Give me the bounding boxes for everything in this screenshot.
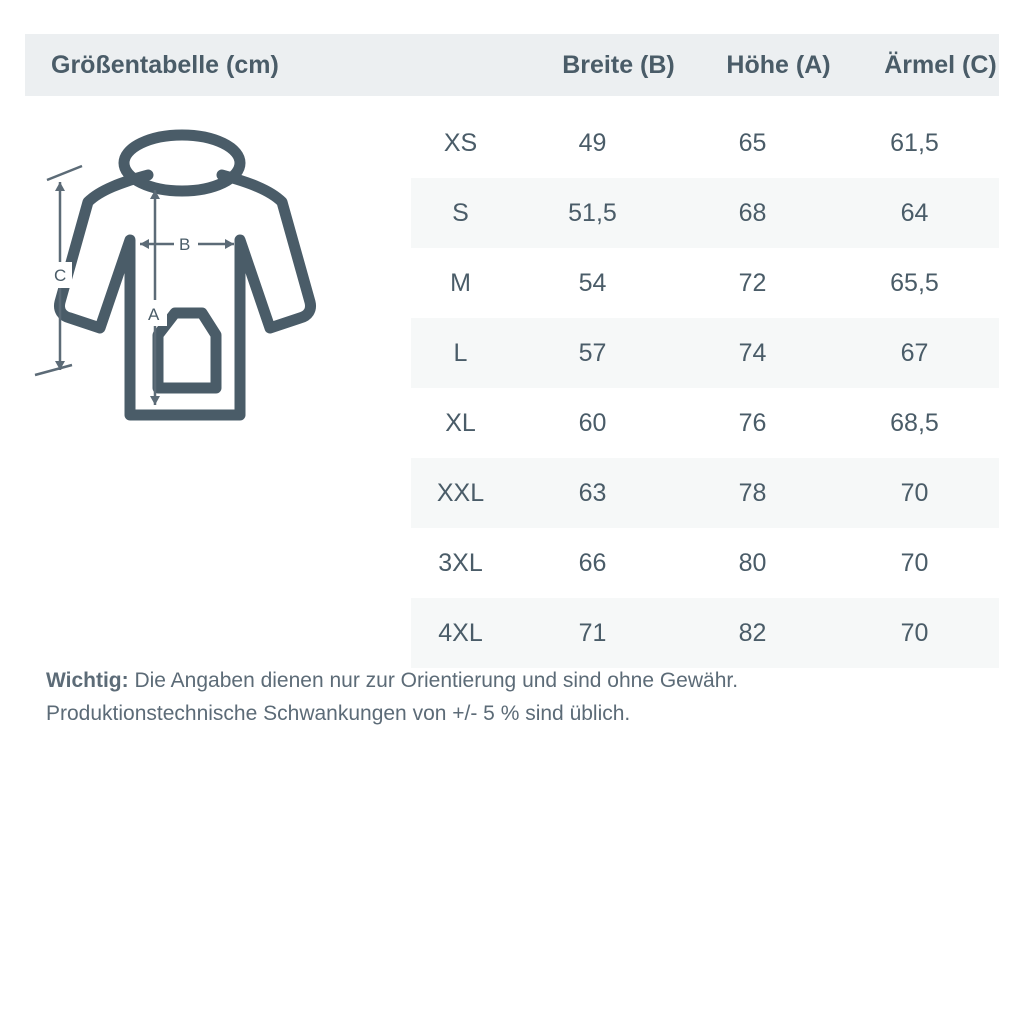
measure-label-b: B: [179, 235, 191, 254]
table-row: [411, 318, 999, 388]
cell-size: XXL: [436, 478, 485, 507]
header-columns: [536, 51, 1024, 80]
disclaimer-line1: Die Angaben dienen nur zur Orientierung und sind ohne Gewähr.: [128, 669, 739, 692]
table-row: [411, 598, 999, 668]
cell-hoehe: 80: [738, 548, 767, 577]
cell-aermel: 64: [900, 198, 929, 227]
cell-hoehe: 76: [738, 408, 767, 437]
cell-size: M: [450, 268, 471, 297]
cell-size: S: [452, 198, 469, 227]
cell-breite: 63: [578, 478, 607, 507]
hoodie-illustration: [30, 120, 410, 460]
cell-size: XS: [443, 128, 478, 157]
column-header-breite: Breite (B): [562, 50, 675, 79]
cell-size: XL: [445, 408, 476, 437]
cell-aermel: 68,5: [890, 408, 939, 437]
measure-label-c: C: [54, 266, 67, 285]
table-row: [411, 178, 999, 248]
cell-hoehe: 82: [738, 618, 767, 647]
cell-breite: 51,5: [568, 198, 617, 227]
cell-hoehe: 68: [738, 198, 767, 227]
size-table: [411, 108, 999, 668]
cell-breite: 57: [578, 338, 607, 367]
disclaimer-line2: Produktionstechnische Schwankungen von +/- 5 % sind üblich.: [46, 702, 631, 725]
table-row: [411, 528, 999, 598]
cell-size: L: [453, 338, 468, 367]
cell-aermel: 65,5: [890, 268, 939, 297]
cell-breite: 60: [578, 408, 607, 437]
measure-label-a: A: [148, 305, 160, 324]
column-header-hoehe: Höhe (A): [726, 50, 831, 79]
cell-hoehe: 74: [738, 338, 767, 367]
cell-breite: 71: [578, 618, 607, 647]
cell-aermel: 70: [900, 478, 929, 507]
cell-hoehe: 65: [738, 128, 767, 157]
cell-breite: 66: [578, 548, 607, 577]
hoodie-outline: [59, 135, 310, 415]
cell-size: 4XL: [438, 618, 483, 647]
table-row: [411, 248, 999, 318]
table-row: [411, 108, 999, 178]
cell-aermel: 70: [900, 618, 929, 647]
table-row: [411, 458, 999, 528]
cell-aermel: 61,5: [890, 128, 939, 157]
cell-breite: 49: [578, 128, 607, 157]
cell-hoehe: 72: [738, 268, 767, 297]
cell-aermel: 70: [900, 548, 929, 577]
table-row: [411, 388, 999, 458]
page-title: Größentabelle (cm): [51, 50, 279, 79]
cell-breite: 54: [578, 268, 607, 297]
disclaimer-note: [46, 664, 986, 730]
cell-size: 3XL: [438, 548, 483, 577]
cell-aermel: 67: [900, 338, 929, 367]
column-header-aermel: Ärmel (C): [884, 50, 997, 79]
cell-hoehe: 78: [738, 478, 767, 507]
disclaimer-lead: Wichtig:: [46, 669, 129, 692]
table-header: [25, 34, 999, 96]
